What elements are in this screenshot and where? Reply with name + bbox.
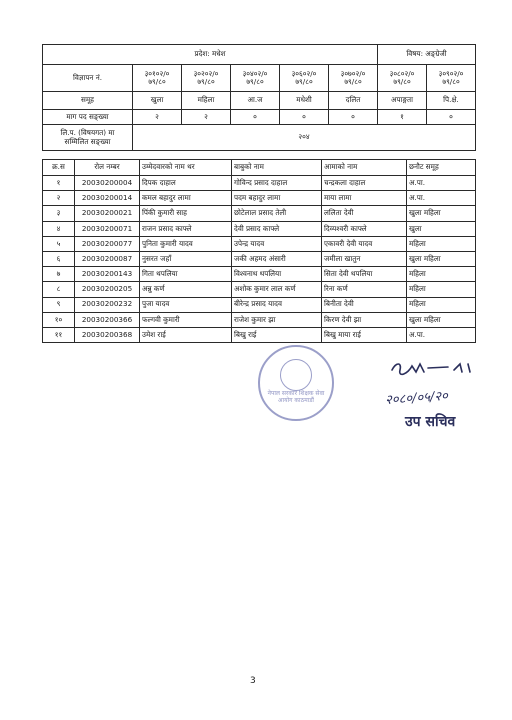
col-header-mother: आमाको नाम xyxy=(322,160,407,176)
exam-label-line2: सम्मिलित सङ्ख्या xyxy=(64,136,111,146)
signatory-title: उप सचिव xyxy=(405,414,456,430)
cell-name: पिंकी कुमारी साह xyxy=(140,206,232,221)
ad-number-row xyxy=(43,65,476,92)
cell-roll: 20030200368 xyxy=(75,327,140,342)
cell-father: अशोक कुमार लाल कर्ण xyxy=(232,282,322,297)
demand-count: ० xyxy=(231,110,280,125)
subject-label: विषय: अङ्ग्रेजी xyxy=(378,45,476,65)
group-name: खुला xyxy=(133,92,182,110)
cell-sn: ९ xyxy=(43,297,75,312)
ad-number-cell xyxy=(133,65,182,92)
cell-group: महिला xyxy=(407,282,476,297)
cell-father: विश्वनाथ थपलिया xyxy=(232,267,322,282)
cell-mother: दिव्यश्वरी काफ्ले xyxy=(322,221,407,236)
table-row xyxy=(43,267,476,282)
cell-roll: 20030200366 xyxy=(75,312,140,327)
cell-sn: १० xyxy=(43,312,75,327)
cell-father: पदम बहादुर लामा xyxy=(232,191,322,206)
demand-count: २ xyxy=(133,110,182,125)
cell-roll: 20030200143 xyxy=(75,267,140,282)
cell-sn: ८ xyxy=(43,282,75,297)
ad-year: ७९/८० xyxy=(148,77,166,86)
demand-count: ० xyxy=(280,110,329,125)
cell-sn: ११ xyxy=(43,327,75,342)
ad-no-label: विज्ञापन नं. xyxy=(43,65,133,92)
signature-scribble xyxy=(388,358,488,378)
cell-group: खुला महिला xyxy=(407,206,476,221)
cell-sn: ६ xyxy=(43,251,75,266)
cell-roll: 20030200021 xyxy=(75,206,140,221)
cell-name: गिता थपलिया xyxy=(140,267,232,282)
group-row xyxy=(43,92,476,110)
ad-year: ७९/८० xyxy=(393,77,411,86)
table-row xyxy=(43,176,476,191)
demand-count: १ xyxy=(378,110,427,125)
col-header-roll: रोल नम्बर xyxy=(75,160,140,176)
cell-roll: 20030200087 xyxy=(75,251,140,266)
signature-date: २०८०/०५/२० xyxy=(384,388,449,409)
cell-roll: 20030200004 xyxy=(75,176,140,191)
cell-father: गोविन्द प्रसाद दाहाल xyxy=(232,176,322,191)
ad-year: ७९/८० xyxy=(442,77,460,86)
col-header-father: बाबुको नाम xyxy=(232,160,322,176)
ad-number: ३०६०२/० xyxy=(291,68,317,78)
demand-count: २ xyxy=(182,110,231,125)
ad-number-cell xyxy=(329,65,378,92)
table-row xyxy=(43,191,476,206)
col-header-group: छनौट समूह xyxy=(407,160,476,176)
cell-name: कमल बहादुर लामा xyxy=(140,191,232,206)
cell-sn: १ xyxy=(43,176,75,191)
ad-number: ३०७०२/० xyxy=(340,68,366,78)
cell-roll: 20030200014 xyxy=(75,191,140,206)
cell-name: अन्नु कर्ण xyxy=(140,282,232,297)
cell-group: खुला xyxy=(407,221,476,236)
cell-group: खुला महिला xyxy=(407,251,476,266)
group-name: अपाङ्गता xyxy=(378,92,427,110)
cell-father: छोटेलाल प्रसाद तेली xyxy=(232,206,322,221)
cell-group: खुला महिला xyxy=(407,312,476,327)
group-name: पि.क्षे. xyxy=(427,92,476,110)
cell-sn: ३ xyxy=(43,206,75,221)
cell-mother: चन्द्रकला दाहाल xyxy=(322,176,407,191)
cell-group: महिला xyxy=(407,297,476,312)
cell-sn: ७ xyxy=(43,267,75,282)
demand-label: माग पद सङ्ख्या xyxy=(43,110,133,125)
cell-name: उमेश राई xyxy=(140,327,232,342)
cell-mother: बिखु माया राई xyxy=(322,327,407,342)
cell-sn: ५ xyxy=(43,236,75,251)
ad-number-cell xyxy=(378,65,427,92)
group-name: दलित xyxy=(329,92,378,110)
ad-number: ३०२०२/० xyxy=(193,68,219,78)
cell-father: जकी अहमद अंसारी xyxy=(232,251,322,266)
cell-roll: 20030200071 xyxy=(75,221,140,236)
cell-group: महिला xyxy=(407,236,476,251)
cell-name: फल्गवी कुमारी xyxy=(140,312,232,327)
cell-father: उपेन्द्र यादव xyxy=(232,236,322,251)
province-label: प्रदेश: मधेश xyxy=(43,45,378,65)
exam-label xyxy=(43,125,133,151)
group-name: मधेशी xyxy=(280,92,329,110)
ad-number: ३०१०२/० xyxy=(144,68,170,78)
col-header-sn: क्र.स xyxy=(43,160,75,176)
ad-number-cell xyxy=(182,65,231,92)
ad-year: ७९/८० xyxy=(344,77,362,86)
cell-group: अ.पा. xyxy=(407,327,476,342)
cell-mother: जमीला खातुन xyxy=(322,251,407,266)
exam-count-row xyxy=(43,125,476,151)
table-row xyxy=(43,206,476,221)
ad-number: ३०८०२/० xyxy=(389,68,415,78)
exam-count: २०४ xyxy=(133,125,476,151)
cell-father: बीरेन्द्र प्रसाद यादव xyxy=(232,297,322,312)
cell-roll: 20030200232 xyxy=(75,297,140,312)
vacancy-summary-table xyxy=(42,44,476,151)
cell-mother: बिनीता देवी xyxy=(322,297,407,312)
ad-number-cell xyxy=(427,65,476,92)
cell-father: देवी प्रसाद काफ्ले xyxy=(232,221,322,236)
cell-sn: ४ xyxy=(43,221,75,236)
cell-mother: ललिता देवी xyxy=(322,206,407,221)
group-name: आ.ज xyxy=(231,92,280,110)
cell-group: महिला xyxy=(407,267,476,282)
col-header-candidate: उम्मेदवारको नाम थर xyxy=(140,160,232,176)
cell-mother: रिना कर्ण xyxy=(322,282,407,297)
cell-father: बिखु राई xyxy=(232,327,322,342)
ad-number-cell xyxy=(280,65,329,92)
table-row xyxy=(43,236,476,251)
cell-name: राजन प्रसाद काफ्ले xyxy=(140,221,232,236)
cell-mother: एकावरी देवी यादव xyxy=(322,236,407,251)
cell-roll: 20030200077 xyxy=(75,236,140,251)
cell-name: पुजा यादव xyxy=(140,297,232,312)
table-row xyxy=(43,282,476,297)
cell-name: पुनिता कुमारी यादव xyxy=(140,236,232,251)
cell-sn: २ xyxy=(43,191,75,206)
table-row xyxy=(43,221,476,236)
cell-name: दिपक दाहाल xyxy=(140,176,232,191)
ad-number: ३०४०२/० xyxy=(242,68,268,78)
table-row xyxy=(43,312,476,327)
cell-roll: 20030200205 xyxy=(75,282,140,297)
cell-mother: माया लामा xyxy=(322,191,407,206)
cell-group: अ.पा. xyxy=(407,191,476,206)
official-stamp xyxy=(258,345,334,421)
cell-group: अ.पा. xyxy=(407,176,476,191)
cell-mother: किरण देवी झा xyxy=(322,312,407,327)
cell-mother: सिता देवी थपलिया xyxy=(322,267,407,282)
ad-number: ३०९०२/० xyxy=(438,68,464,78)
emblem-icon xyxy=(280,359,312,391)
table-row xyxy=(43,251,476,266)
province-row xyxy=(43,45,476,65)
ad-year: ७९/८० xyxy=(246,77,264,86)
cell-name: नुसरत जहाँ xyxy=(140,251,232,266)
demand-row xyxy=(43,110,476,125)
page-number: 3 xyxy=(250,676,256,686)
ad-number-cell xyxy=(231,65,280,92)
group-name: महिला xyxy=(182,92,231,110)
exam-label-line1: लि.प. (विषयगत) मा xyxy=(60,128,115,138)
table-row xyxy=(43,297,476,312)
cell-father: राजेश कुमार झा xyxy=(232,312,322,327)
stamp-text: नेपाल सरकार शिक्षक सेवा आयोग काठमाडौं xyxy=(267,390,325,404)
selected-candidates-table xyxy=(42,159,476,343)
table-row xyxy=(43,327,476,342)
demand-count: ० xyxy=(329,110,378,125)
ad-year: ७९/८० xyxy=(197,77,215,86)
group-label: समूह xyxy=(43,92,133,110)
ad-year: ७९/८० xyxy=(295,77,313,86)
table-header-row xyxy=(43,160,476,176)
demand-count: ० xyxy=(427,110,476,125)
